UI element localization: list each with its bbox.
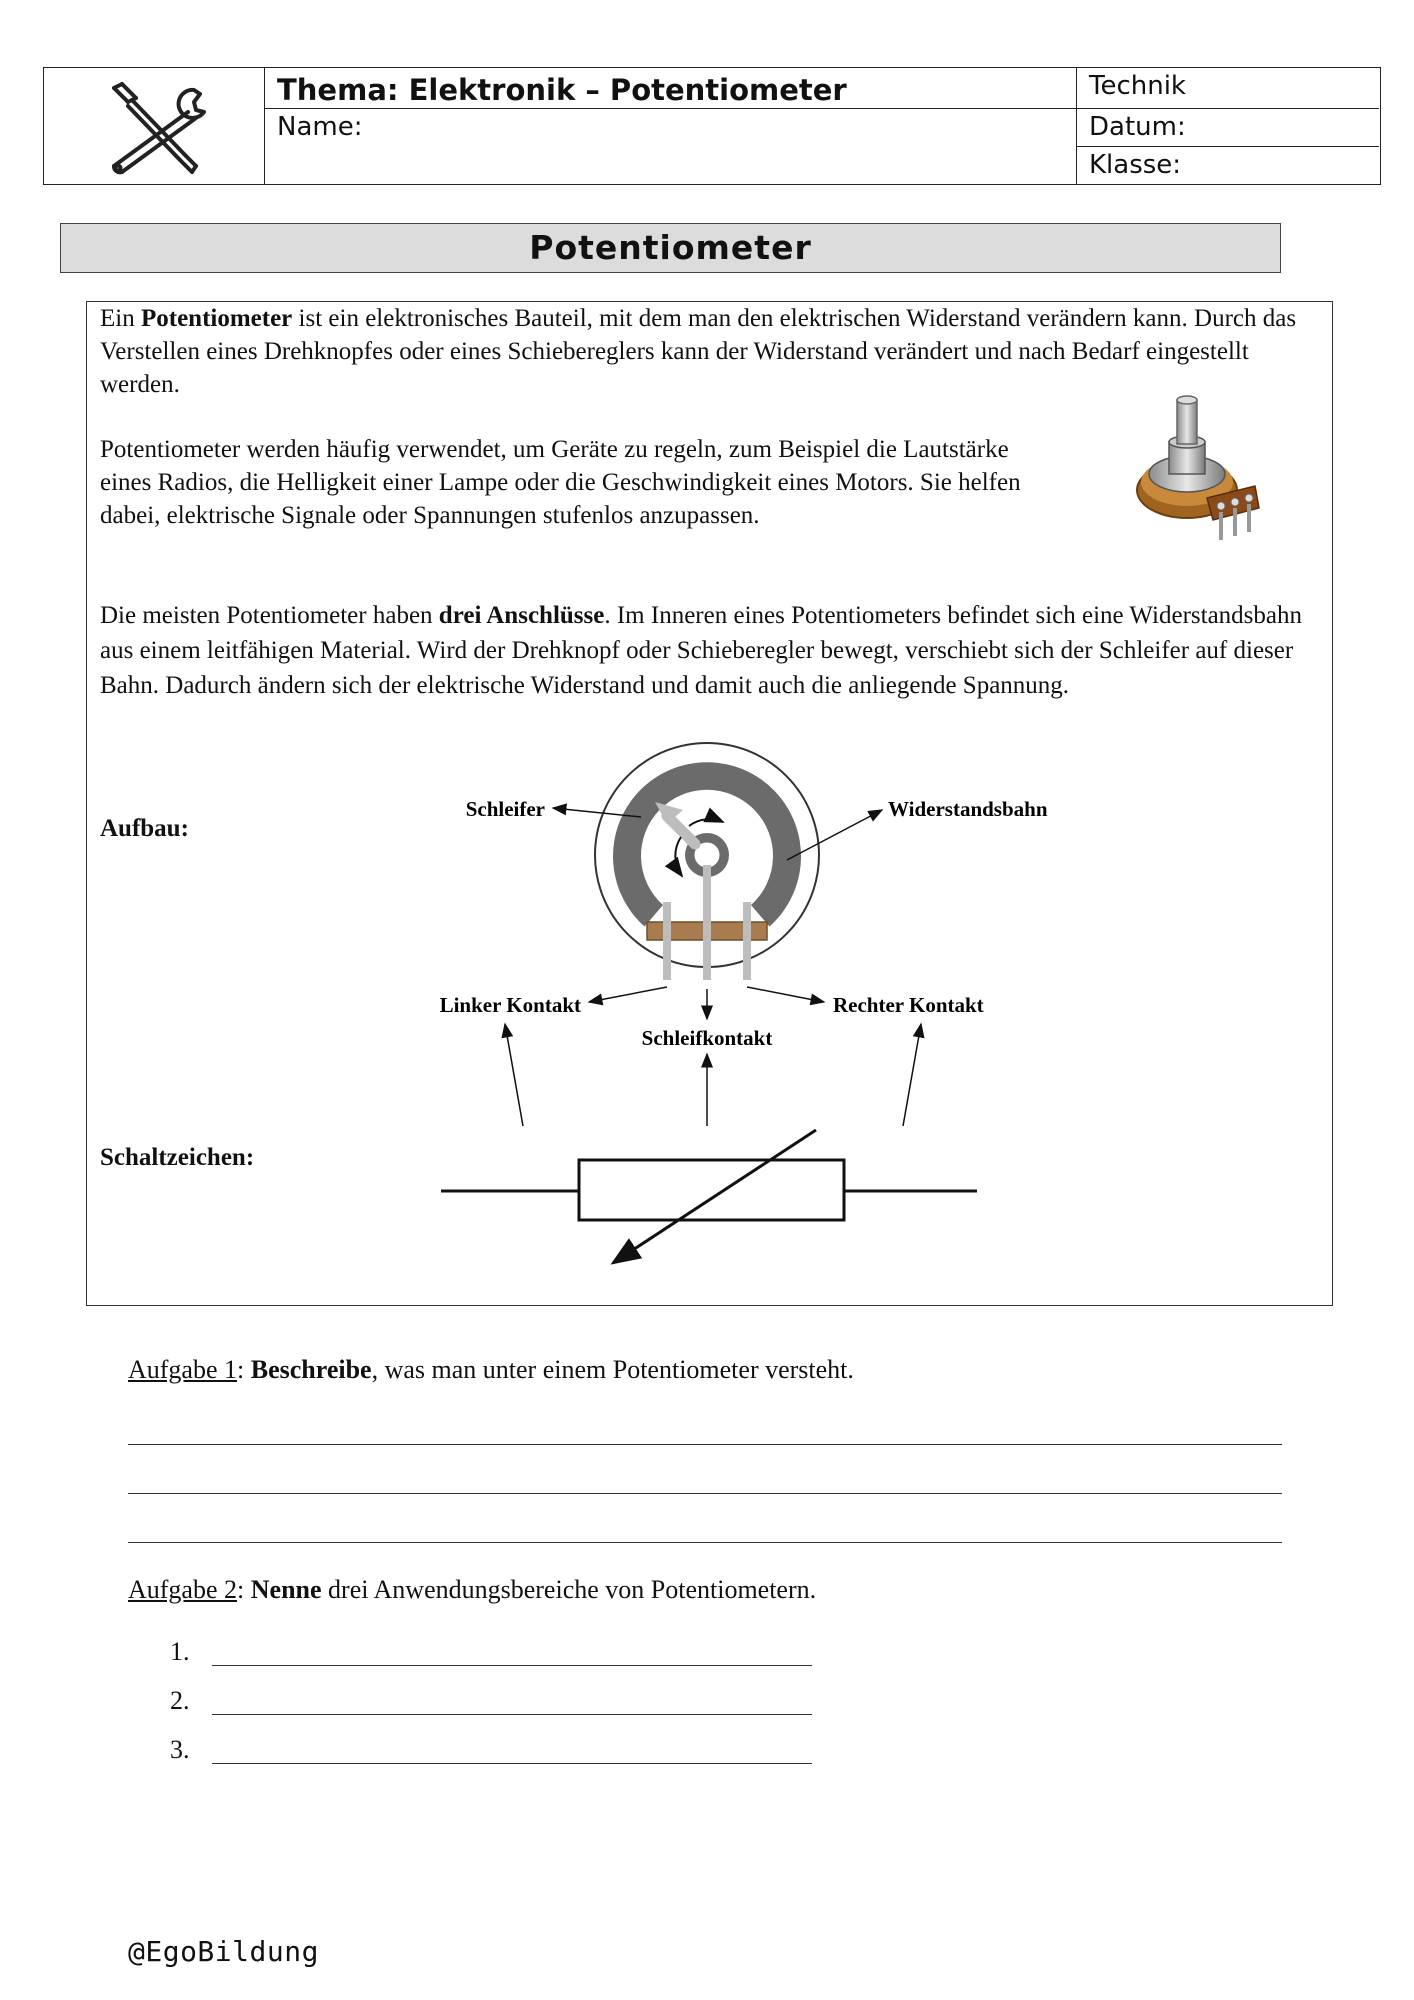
task-2-label: Aufgabe 2 <box>128 1575 238 1604</box>
worksheet-topic: Thema: Elektronik – Potentiometer <box>277 73 847 107</box>
header-table <box>43 67 1381 185</box>
label-schleifkontakt: Schleifkontakt <box>641 1026 773 1050</box>
answer-line[interactable] <box>128 1493 1282 1494</box>
schaltzeichen-label: Schaltzeichen: <box>100 1144 255 1171</box>
answer-line-2[interactable] <box>212 1714 812 1715</box>
logo-cell <box>44 68 265 184</box>
label-rechter-kontakt: Rechter Kontakt <box>833 993 984 1017</box>
intro-paragraph-3 <box>100 598 1318 703</box>
header-divider <box>265 108 1076 109</box>
label-widerstandsbahn: Widerstandsbahn <box>888 797 1048 821</box>
answer-line[interactable] <box>128 1542 1282 1543</box>
list-number-3: 3. <box>170 1735 190 1764</box>
potentiometer-structure-diagram <box>337 732 1187 1132</box>
name-label: Name: <box>277 112 363 142</box>
potentiometer-photo <box>1117 390 1267 560</box>
aufbau-label: Aufbau: <box>100 815 189 842</box>
label-schleifer: Schleifer <box>465 797 545 821</box>
footer-credit: @EgoBildung <box>128 1935 319 1968</box>
page-title-bar <box>60 223 1281 273</box>
intro-paragraph-2: Potentiometer werden häufig verwendet, um Geräte zu regeln, zum Beispiel die Lautstärke eines Radios, die Helligkeit einer Lampe oder die Geschwindigkeit eines Motors. Sie helfen dabei, elektrische Signale oder Spannungen stufenlos anzupassen. <box>100 436 1021 529</box>
task-1 <box>128 1355 854 1385</box>
date-label: Datum: <box>1089 112 1186 142</box>
term-drei-anschluesse: drei Anschlüsse <box>438 602 605 629</box>
text: . Im Inneren eines Potentiometers befindet sich eine Widerstandsbahn aus einem leitfähigen Material. Wird der Drehknopf oder Schieberegler bewegt, verschiebt sich der Schleifer auf dieser Bahn. Dadurch ändern sich der elektrische Widerstand und damit auch die anliegende Spannung. <box>100 602 1302 699</box>
topic-cell <box>265 68 1077 184</box>
task-2-verb: Nenne <box>250 1575 322 1604</box>
info-box <box>86 301 1333 1306</box>
class-label: Klasse: <box>1089 150 1182 180</box>
task-1-label: Aufgabe 1 <box>128 1355 238 1384</box>
text: : <box>237 1575 251 1604</box>
list-number-2: 2. <box>170 1686 190 1715</box>
header-divider <box>1077 146 1379 147</box>
task-2 <box>128 1575 816 1605</box>
answer-line-3[interactable] <box>212 1763 812 1764</box>
label-linker-kontakt: Linker Kontakt <box>439 993 581 1017</box>
text: ist ein elektronisches Bauteil, mit dem man den elektrischen Widerstand verändern kann. Durch das Verstellen eines Drehknopfes oder eines Schiebereglers kann der Widerstand verändert und nach Bedarf eingestellt werden. <box>100 305 1297 398</box>
header-divider <box>1077 108 1379 109</box>
page-title: Potentiometer <box>529 228 812 267</box>
subject-label: Technik <box>1089 71 1186 101</box>
circuit-symbol <box>337 1122 1187 1292</box>
text: Ein <box>100 305 141 332</box>
task-1-text: , was man unter einem Potentiometer versteht. <box>371 1355 854 1384</box>
task-1-verb: Beschreibe <box>250 1355 372 1384</box>
text: Die meisten Potentiometer haben <box>100 602 439 629</box>
task-2-text: drei Anwendungsbereiche von Potentiometern. <box>321 1575 817 1604</box>
text: : <box>237 1355 251 1384</box>
meta-cell <box>1077 68 1379 184</box>
tools-icon <box>44 68 263 184</box>
answer-line[interactable] <box>128 1444 1282 1445</box>
answer-line-1[interactable] <box>212 1665 812 1666</box>
list-number-1: 1. <box>170 1637 190 1666</box>
term-potentiometer: Potentiometer <box>140 305 293 332</box>
intro-paragraph-1 <box>100 302 1318 401</box>
